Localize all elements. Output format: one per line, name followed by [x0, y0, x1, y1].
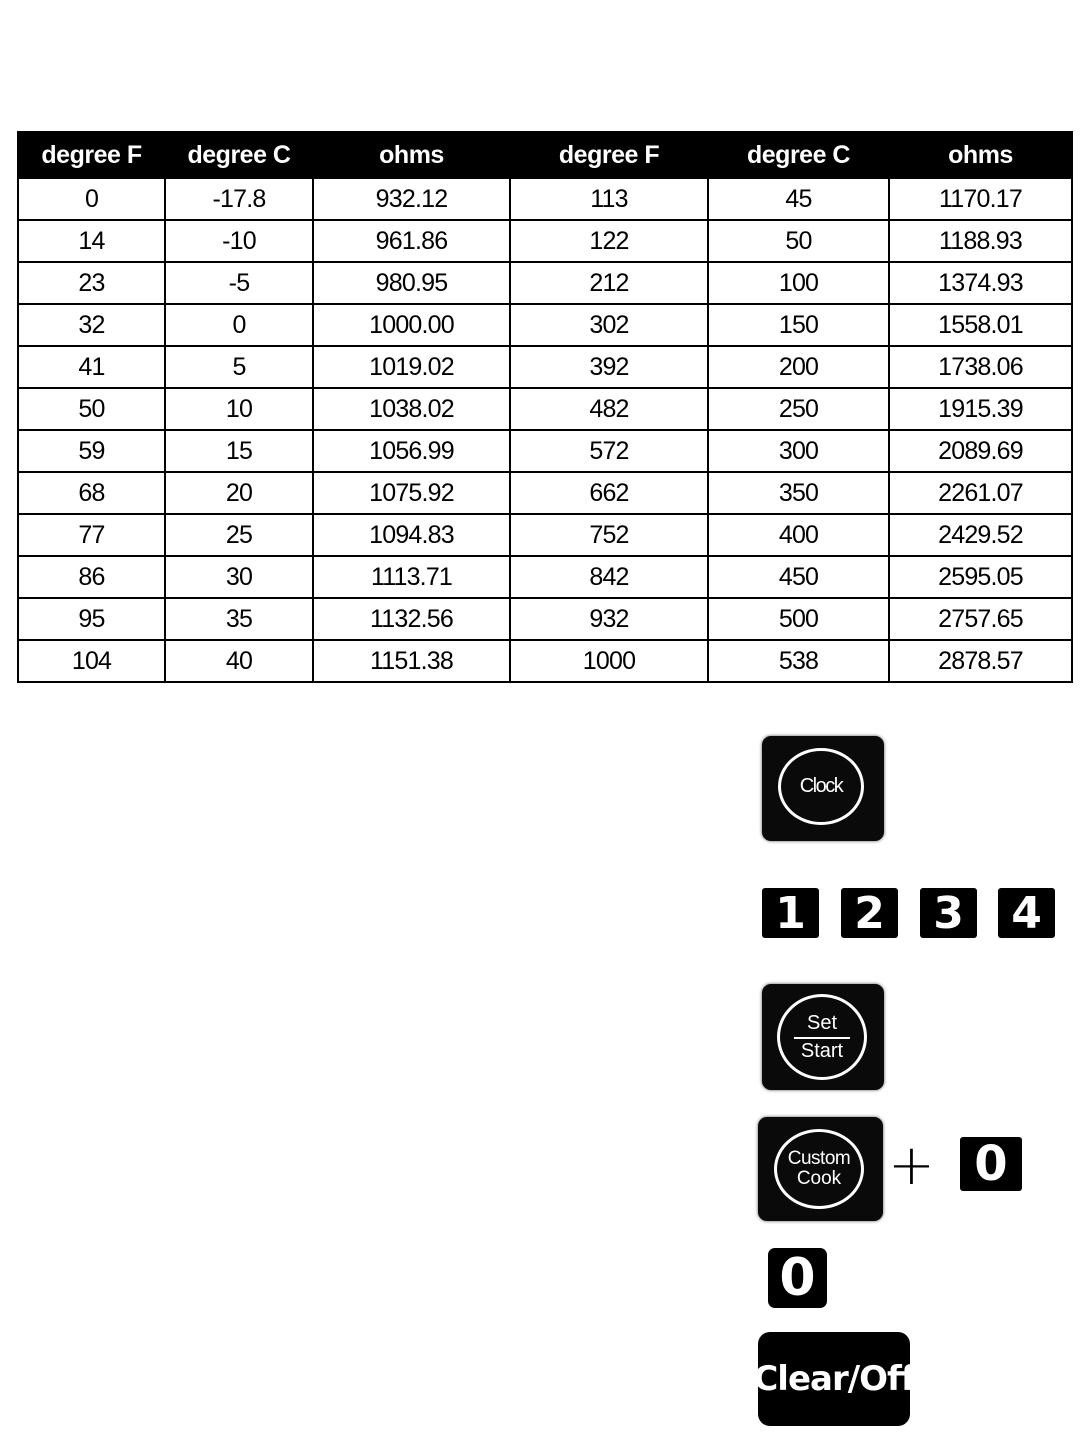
- header-ohms: ohms: [313, 132, 510, 178]
- cell-ohms: 1038.02: [313, 388, 510, 430]
- cell-degree-c: 15: [165, 430, 313, 472]
- set-label: Set: [794, 1011, 850, 1039]
- cell-ohms: 1094.83: [313, 514, 510, 556]
- cell-ohms: 1151.38: [313, 640, 510, 682]
- number-key-2[interactable]: 2: [841, 888, 898, 938]
- cell-degree-f: 392: [510, 346, 708, 388]
- number-key-0[interactable]: 0: [960, 1137, 1022, 1191]
- table-row: [18, 598, 1072, 640]
- header-degree-c: degree C: [708, 132, 889, 178]
- cell-degree-c: 350: [708, 472, 889, 514]
- cell-ohms: 1075.92: [313, 472, 510, 514]
- table-row: [18, 388, 1072, 430]
- cell-ohms: 1019.02: [313, 346, 510, 388]
- cell-degree-c: 30: [165, 556, 313, 598]
- cell-degree-f: 14: [18, 220, 165, 262]
- table-row: [18, 640, 1072, 682]
- cell-degree-f: 302: [510, 304, 708, 346]
- cell-degree-c: 400: [708, 514, 889, 556]
- cell-degree-c: 500: [708, 598, 889, 640]
- cell-ohms: 1056.99: [313, 430, 510, 472]
- cell-ohms: 1113.71: [313, 556, 510, 598]
- number-key-0[interactable]: 0: [768, 1248, 827, 1308]
- clock-key-ring: [778, 748, 864, 825]
- cell-degree-f: 59: [18, 430, 165, 472]
- cell-degree-f: 23: [18, 262, 165, 304]
- clock-key[interactable]: [762, 736, 884, 841]
- temperature-resistance-table: [17, 131, 1073, 683]
- custom-cook-key[interactable]: [758, 1117, 883, 1221]
- cell-ohms: 961.86: [313, 220, 510, 262]
- table-header-row: [18, 132, 1072, 178]
- header-degree-c: degree C: [165, 132, 313, 178]
- cell-degree-c: 10: [165, 388, 313, 430]
- cell-degree-c: 200: [708, 346, 889, 388]
- cell-degree-c: 5: [165, 346, 313, 388]
- cell-degree-c: 100: [708, 262, 889, 304]
- cell-ohms: 2089.69: [889, 430, 1072, 472]
- cell-ohms: 1188.93: [889, 220, 1072, 262]
- cell-degree-f: 752: [510, 514, 708, 556]
- header-ohms: ohms: [889, 132, 1072, 178]
- cell-ohms: 2595.05: [889, 556, 1072, 598]
- cell-degree-f: 0: [18, 178, 165, 220]
- cell-ohms: 1915.39: [889, 388, 1072, 430]
- cell-ohms: 2878.57: [889, 640, 1072, 682]
- number-key-1[interactable]: 1: [762, 888, 819, 938]
- cell-ohms: 1000.00: [313, 304, 510, 346]
- cell-ohms: 2757.65: [889, 598, 1072, 640]
- cell-ohms: 1374.93: [889, 262, 1072, 304]
- clock-key-label: Clock: [799, 775, 843, 797]
- set-start-key[interactable]: [762, 984, 884, 1090]
- cell-degree-c: 150: [708, 304, 889, 346]
- cell-degree-f: 932: [510, 598, 708, 640]
- cell-degree-f: 572: [510, 430, 708, 472]
- cell-ohms: 1558.01: [889, 304, 1072, 346]
- cell-ohms: 932.12: [313, 178, 510, 220]
- cell-ohms: 2261.07: [889, 472, 1072, 514]
- cook-label: Cook: [796, 1168, 842, 1189]
- cell-degree-f: 68: [18, 472, 165, 514]
- cell-degree-f: 482: [510, 388, 708, 430]
- cell-degree-c: 50: [708, 220, 889, 262]
- cell-degree-f: 32: [18, 304, 165, 346]
- cell-degree-c: 300: [708, 430, 889, 472]
- number-key-3[interactable]: 3: [920, 888, 977, 938]
- set-start-key-ring: [777, 994, 867, 1080]
- cell-degree-c: 40: [165, 640, 313, 682]
- cell-ohms: 2429.52: [889, 514, 1072, 556]
- clear-off-key[interactable]: Clear/Off: [758, 1332, 910, 1426]
- cell-degree-f: 662: [510, 472, 708, 514]
- cell-degree-c: 538: [708, 640, 889, 682]
- cell-degree-c: -10: [165, 220, 313, 262]
- plus-sign: +: [888, 1133, 935, 1198]
- cell-degree-c: 0: [165, 304, 313, 346]
- table-row: [18, 514, 1072, 556]
- header-degree-f: degree F: [18, 132, 165, 178]
- table-row: [18, 262, 1072, 304]
- cell-degree-f: 122: [510, 220, 708, 262]
- table-row: [18, 472, 1072, 514]
- cell-degree-f: 842: [510, 556, 708, 598]
- cell-degree-f: 86: [18, 556, 165, 598]
- cell-degree-c: -5: [165, 262, 313, 304]
- cell-degree-c: -17.8: [165, 178, 313, 220]
- table-row: [18, 556, 1072, 598]
- cell-ohms: 1738.06: [889, 346, 1072, 388]
- cell-ohms: 1170.17: [889, 178, 1072, 220]
- cell-degree-c: 20: [165, 472, 313, 514]
- cell-degree-f: 77: [18, 514, 165, 556]
- table-row: [18, 430, 1072, 472]
- cell-degree-c: 25: [165, 514, 313, 556]
- cell-degree-c: 45: [708, 178, 889, 220]
- number-key-4[interactable]: 4: [998, 888, 1055, 938]
- start-label: Start: [800, 1040, 844, 1062]
- custom-cook-key-ring: [774, 1129, 864, 1209]
- cell-degree-f: 1000: [510, 640, 708, 682]
- header-degree-f: degree F: [510, 132, 708, 178]
- cell-degree-c: 250: [708, 388, 889, 430]
- cell-degree-f: 113: [510, 178, 708, 220]
- custom-label: Custom: [787, 1148, 851, 1169]
- cell-degree-f: 41: [18, 346, 165, 388]
- cell-degree-f: 95: [18, 598, 165, 640]
- cell-degree-c: 450: [708, 556, 889, 598]
- table-row: [18, 346, 1072, 388]
- cell-degree-f: 104: [18, 640, 165, 682]
- cell-degree-f: 212: [510, 262, 708, 304]
- cell-ohms: 1132.56: [313, 598, 510, 640]
- table-row: [18, 304, 1072, 346]
- cell-degree-f: 50: [18, 388, 165, 430]
- cell-ohms: 980.95: [313, 262, 510, 304]
- table-row: [18, 220, 1072, 262]
- cell-degree-c: 35: [165, 598, 313, 640]
- table-row: [18, 178, 1072, 220]
